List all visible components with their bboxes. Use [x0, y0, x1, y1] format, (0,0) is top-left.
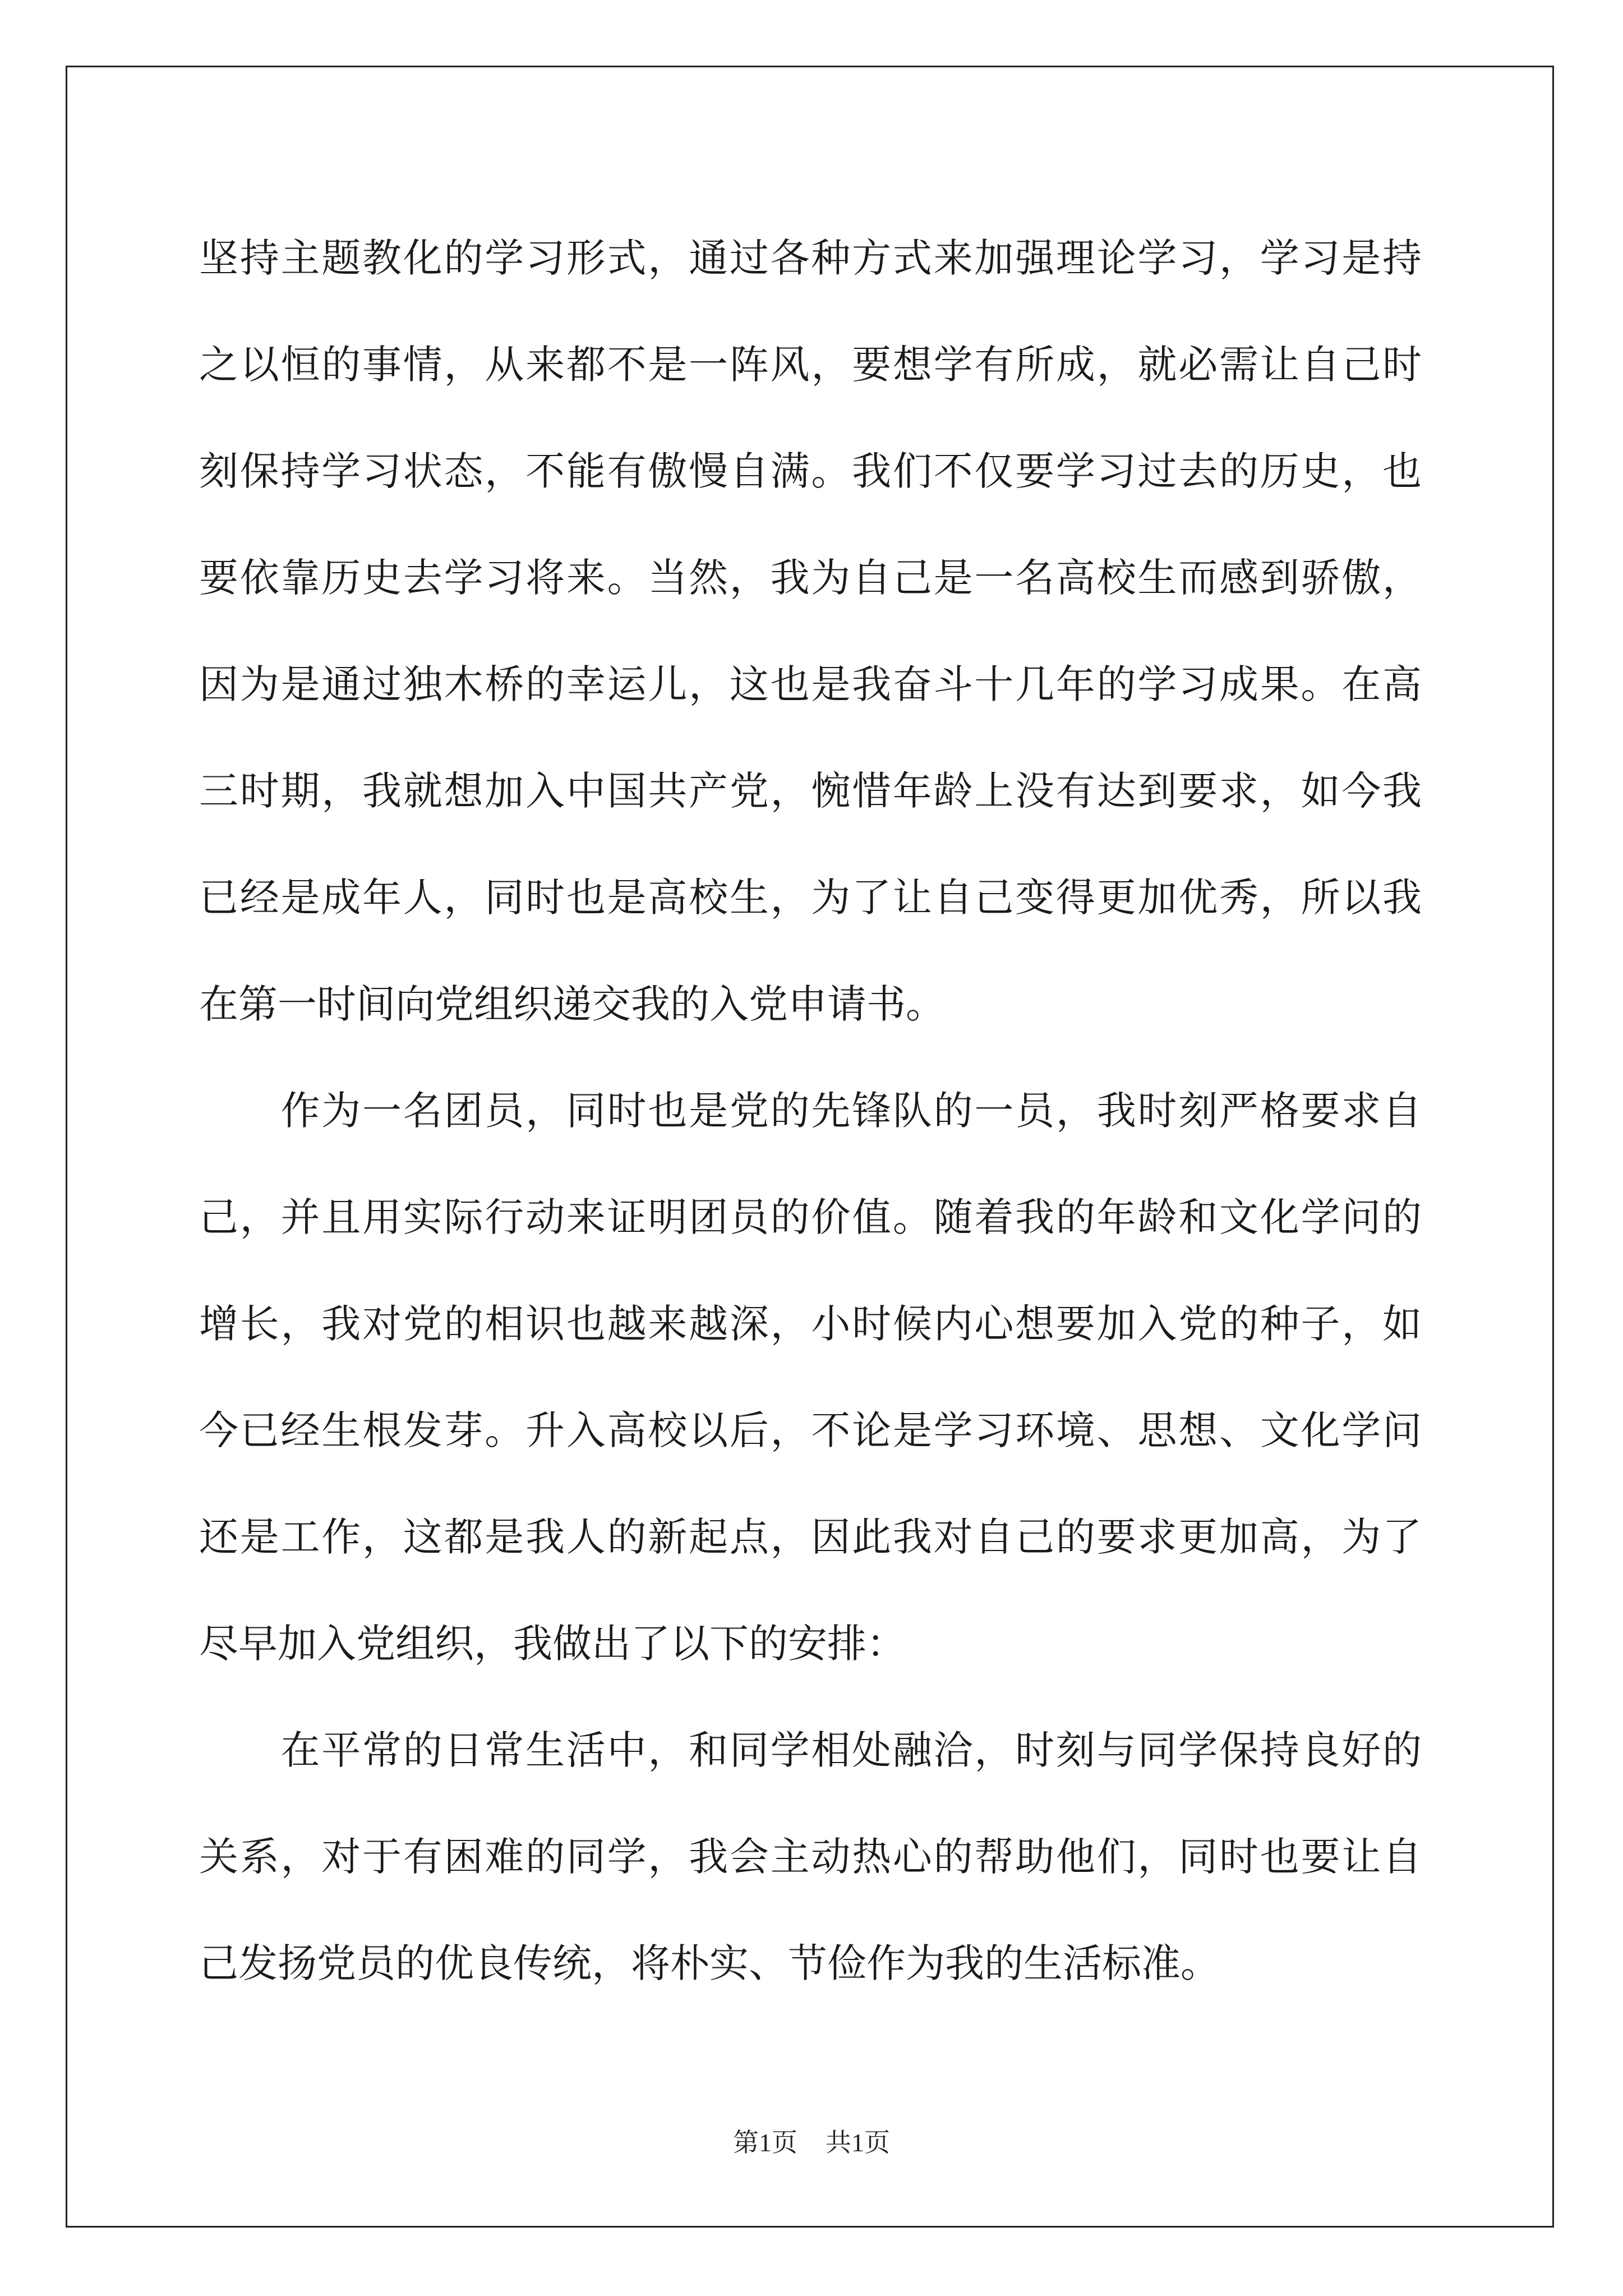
- paragraph-line: 三时期，我就想加入中国共产党，惋惜年龄上没有达到要求，如今我: [199, 768, 1422, 814]
- paragraph-line: 刻保持学习状态，不能有傲慢自满。我们不仅要学习过去的历史，也: [199, 448, 1422, 494]
- paragraph-line: 还是工作，这都是我人的新起点，因此我对自己的要求更加高，为了: [199, 1514, 1422, 1560]
- page-number-current: 第1页: [733, 2128, 797, 2157]
- paragraph-line: 坚持主题教化的学习形式，通过各种方式来加强理论学习，学习是持: [199, 235, 1422, 281]
- paragraph-line: 关系，对于有困难的同学，我会主动热心的帮助他们，同时也要让自: [199, 1834, 1422, 1880]
- paragraph-line: 之以恒的事情，从来都不是一阵风，要想学有所成，就必需让自己时: [199, 342, 1422, 388]
- paragraph-line: 要依靠历史去学习将来。当然，我为自己是一名高校生而感到骄傲，: [199, 555, 1422, 601]
- paragraph-line: 己，并且用实际行动来证明团员的价值。随着我的年龄和文化学问的: [199, 1194, 1422, 1240]
- paragraph-line: 尽早加入党组织，我做出了以下的安排：: [199, 1621, 906, 1667]
- paragraph-line: 己发扬党员的优良传统，将朴实、节俭作为我的生活标准。: [199, 1940, 1220, 1986]
- paragraph-line: 已经是成年人，同时也是高校生，为了让自己变得更加优秀，所以我: [199, 875, 1422, 921]
- paragraph-line: 增长，我对党的相识也越来越深，小时候内心想要加入党的种子，如: [199, 1301, 1422, 1347]
- page-footer: [0, 2126, 1623, 2160]
- paragraph-line: 在第一时间向党组织递交我的入党申请书。: [199, 981, 945, 1027]
- page-number-total: 共1页: [826, 2128, 890, 2157]
- paragraph-line: 作为一名团员，同时也是党的先锋队的一员，我时刻严格要求自: [199, 1088, 1422, 1134]
- document-body: [199, 205, 1422, 2017]
- paragraph-line: 因为是通过独木桥的幸运儿，这也是我奋斗十几年的学习成果。在高: [199, 661, 1422, 707]
- paragraph-line: 在平常的日常生活中，和同学相处融洽，时刻与同学保持良好的: [199, 1727, 1422, 1773]
- paragraph-line: 今已经生根发芽。升入高校以后，不论是学习环境、思想、文化学问: [199, 1407, 1422, 1453]
